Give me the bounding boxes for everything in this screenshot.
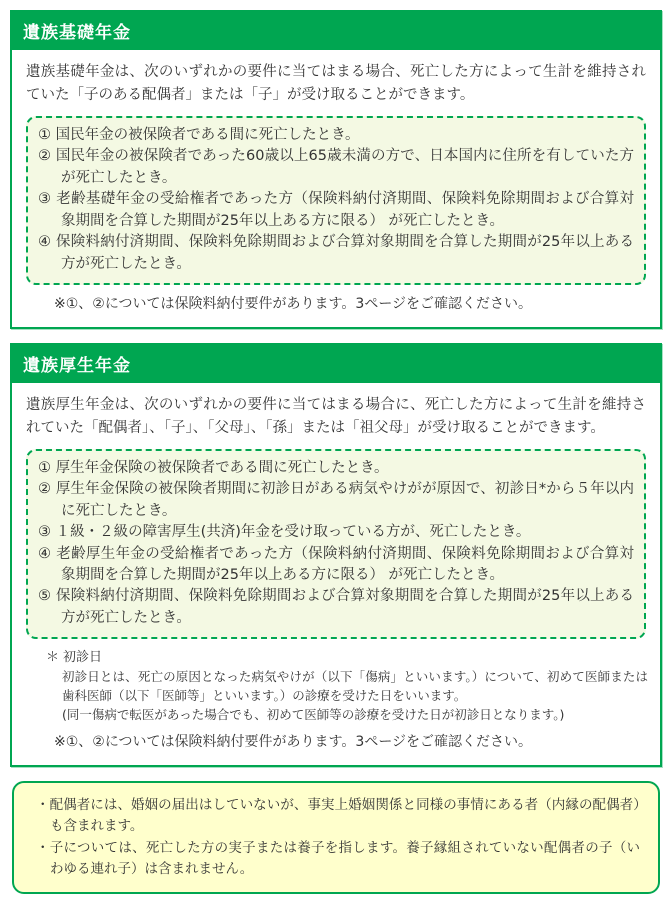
condition-item: ③ １級・２級の障害厚生(共済)年金を受け取っている方が、死亡したとき。 xyxy=(38,524,531,541)
section-izoku-kosei-nenkin xyxy=(10,343,662,767)
section-body xyxy=(12,383,660,765)
section-title-bar xyxy=(12,345,660,383)
section-title: 遺族基礎年金 xyxy=(23,23,131,43)
footnote-body-parenthetical: (同一傷病で転医があった場合でも、初めて医師等の診療を受けた日が初診日となります。) xyxy=(62,706,565,722)
condition-item: ② 国民年金の被保険者であった60歳以上65歳未満の方で、日本国内に住所を有していた方が死亡したとき。 xyxy=(38,148,634,186)
asterisk-marker: ＊ xyxy=(46,650,60,666)
condition-item: ② 厚生年金保険の被保険者期間に初診日がある病気やけがが原因で、初診日*から５年以内に死亡したとき。 xyxy=(38,481,634,519)
condition-item: ⑤ 保険料納付済期間、保険料免除期間および合算対象期間を合算した期間が25年以上ある方が死亡したとき。 xyxy=(38,588,634,626)
bullet-item-child: ・子については、死亡した方の実子または養子を指します。養子縁組されていない配偶者の子（いわゆる連れ子）は含まれません。 xyxy=(36,839,640,877)
bullet-item-spouse: ・配偶者には、婚姻の届出はしていないが、事実上婚姻関係と同様の事情にある者（内縁の配偶者）も含まれます。 xyxy=(36,797,640,835)
condition-item: ③ 老齢基礎年金の受給権者であった方（保険料納付済期間、保険料免除期間および合算対象期間を合算した期間が25年以上ある方に限る） が死亡したとき。 xyxy=(38,191,634,229)
footnote-title-line xyxy=(46,649,648,668)
conditions-box xyxy=(26,449,646,640)
premium-payment-note: ※①、②については保険料納付要件があります。3ページをご確認ください。 xyxy=(54,734,533,751)
conditions-box xyxy=(26,116,646,285)
section-title-bar xyxy=(12,12,660,50)
footnote-body: 初診日とは、死亡の原因となった病気やけが（以下「傷病」といいます。）について、初めて医師または歯科医師（以下「医師等」といいます。）の診療を受けた日をいいます。 xyxy=(62,669,648,703)
intro-text: 遺族厚生年金は、次のいずれかの要件に当てはまる場合に、死亡した方によって生計を維持されていた「配偶者」、「子」、「父母」、「孫」または「祖父母」が受け取ることができます。 xyxy=(26,396,646,437)
condition-item: ④ 老齢厚生年金の受給権者であった方（保険料納付済期間、保険料免除期間および合算対象期間を合算した期間が25年以上ある方に限る） が死亡したとき。 xyxy=(38,545,634,583)
section-title: 遺族厚生年金 xyxy=(23,355,131,376)
supplement-box xyxy=(12,781,660,894)
condition-item: ④ 保険料納付済期間、保険料免除期間および合算対象期間を合算した期間が25年以上ある方が死亡したとき。 xyxy=(38,234,634,272)
shoshinbi-footnote xyxy=(46,649,648,724)
intro-text: 遺族基礎年金は、次のいずれかの要件に当てはまる場合、死亡した方によって生計を維持されていた「子のある配偶者」または「子」が受け取ることができます。 xyxy=(26,64,646,104)
condition-item: ① 厚生年金保険の被保険者である間に死亡したとき。 xyxy=(38,459,389,476)
footnote-title: 初診日 xyxy=(63,650,103,666)
premium-payment-note: ※①、②については保険料納付要件があります。3ページをご確認ください。 xyxy=(54,296,533,313)
section-izoku-kiso-nenkin xyxy=(10,10,662,329)
condition-item: ① 国民年金の被保険者である間に死亡したとき。 xyxy=(38,126,360,143)
section-body xyxy=(12,50,660,327)
